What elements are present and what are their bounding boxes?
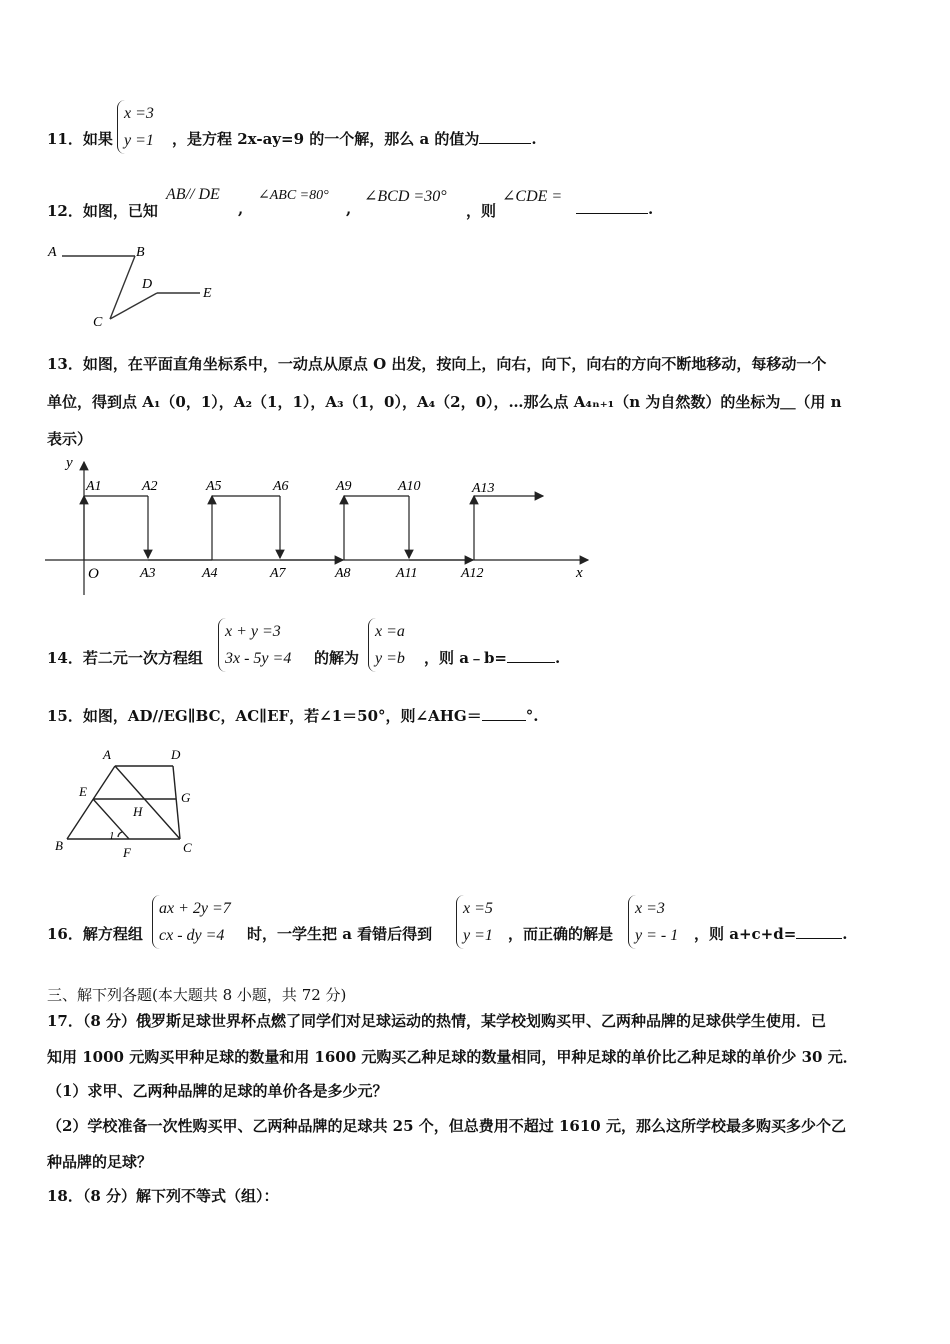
- q13-label-a8: A8: [335, 566, 351, 581]
- q16-eq1: ax + 2y =7: [159, 900, 231, 917]
- q14-mid: 的解为: [314, 649, 360, 667]
- q15-text: [47, 705, 538, 726]
- q13-line2: 单位，得到点 A₁（0，1），A₂（1，1），A₃（1，0），A₄（2，0），…那么点 A₄ₙ₊₁（n 为自然数）的坐标为＿（用 n: [47, 393, 842, 411]
- q12-label-b: B: [136, 245, 145, 260]
- q14-answer-blank[interactable]: [507, 662, 555, 663]
- q17-part2-line1: （2）学校准备一次性购买甲、乙两种品牌的足球共 25 个，但总费用不超过 1610 元，那么这所学校最多购买多少个乙: [47, 1117, 846, 1135]
- q15-label-d: D: [171, 747, 181, 762]
- q15-figure: [45, 742, 215, 867]
- q13-label-a6: A6: [273, 479, 289, 494]
- q13-line3: 表示）: [47, 430, 93, 448]
- q16-wrong-x: x =5: [463, 900, 493, 917]
- q17-line1: 17．（8 分）俄罗斯足球世界杯点燃了同学们对足球运动的热情，某学校划购买甲、乙两种品牌的足球供学生使用．已: [47, 1012, 827, 1030]
- q12-ask-angle-cde: ∠CDE =: [502, 188, 563, 205]
- q16-question: ，则 a+c+d=: [694, 925, 797, 943]
- q17-part1: （1）求甲、乙两种品牌的足球的单价各是多少元？: [47, 1082, 388, 1100]
- q16-correct-solution: [628, 895, 678, 949]
- q14-end: .: [555, 649, 561, 667]
- q15-end: °.: [525, 707, 539, 725]
- q13-label-a11: A11: [396, 566, 418, 581]
- q15-answer-blank[interactable]: [482, 720, 526, 721]
- q16-eq2: cx - dy =4: [159, 927, 225, 944]
- q15-label-f: F: [123, 845, 131, 860]
- q14-eq1: x + y =3: [225, 623, 281, 640]
- q11-text: [172, 128, 537, 149]
- q11-answer-blank[interactable]: [479, 143, 531, 144]
- q13-label-y: y: [66, 455, 73, 471]
- q12-end: .: [648, 200, 654, 218]
- q11-eq1: x =3: [124, 105, 154, 122]
- q16-text1: 时，一学生把 a 看错后得到: [247, 925, 433, 943]
- q15-label-c: C: [183, 840, 192, 855]
- q11-system: [117, 100, 154, 154]
- q14-question: ，则 a﹣b=: [424, 649, 507, 667]
- q12-figure: [40, 236, 230, 336]
- q18-heading: 18．（8 分）解下列不等式（组）：: [47, 1187, 279, 1205]
- q16-correct-y: y = - 1: [635, 927, 679, 944]
- q12-comma2: ,: [346, 200, 352, 218]
- q13-label-a3: A3: [140, 566, 156, 581]
- q12-answer-blank[interactable]: [576, 213, 648, 214]
- q11-number: 11．如果: [47, 130, 113, 148]
- q15-label-h: H: [133, 804, 143, 819]
- q12-answer: [576, 200, 653, 218]
- q11-end: .: [531, 130, 537, 148]
- q13-label-a1: A1: [86, 479, 102, 494]
- q16-text3: [694, 923, 848, 944]
- q12-label-e: E: [203, 286, 212, 301]
- q14-system: [218, 618, 291, 672]
- q12-number: 12．如图，已知: [47, 202, 158, 220]
- q14-text: [424, 647, 560, 668]
- q13-label-x: x: [576, 565, 583, 581]
- q14-eq2: 3x - 5y =4: [225, 650, 292, 667]
- q13-label-a4: A4: [202, 566, 218, 581]
- q14-sol2: y =b: [375, 650, 405, 667]
- q13-label-a9: A9: [336, 479, 352, 494]
- q13-figure: [40, 450, 600, 600]
- q12-cond-angle-bcd: ∠BCD =30°: [364, 188, 447, 205]
- q12-then: ，则: [466, 202, 497, 220]
- q14-sol1: x =a: [375, 623, 405, 640]
- q15-label-a: A: [103, 747, 111, 762]
- q16-text2: ，而正确的解是: [508, 925, 614, 943]
- q13-path: [84, 496, 543, 560]
- q13-label-origin: O: [88, 566, 99, 582]
- q15-label-b: B: [55, 838, 63, 853]
- q16-end: .: [842, 925, 848, 943]
- q12-cond-angle-abc: ∠ABC =80°: [258, 188, 329, 203]
- q12-label-c: C: [93, 315, 103, 330]
- q12-comma1: ,: [238, 200, 244, 218]
- q13-label-a12: A12: [461, 566, 484, 581]
- q16-number: 16．解方程组: [47, 925, 143, 943]
- q16-wrong-y: y =1: [463, 927, 493, 944]
- q16-system: [152, 895, 231, 949]
- q13-label-a10: A10: [398, 479, 421, 494]
- q11-eq2: y =1: [124, 132, 154, 149]
- q15-question: 15．如图，AD//EG∥BC，AC∥EF，若∠1＝50°，则∠AHG＝: [47, 707, 482, 725]
- q12-cond-parallel: AB// DE: [166, 186, 220, 203]
- q16-correct-x: x =3: [635, 900, 665, 917]
- section-3-heading: 三、解下列各题(本大题共 8 小题，共 72 分): [47, 986, 347, 1004]
- q14-number: 14．若二元一次方程组: [47, 649, 203, 667]
- q16-wrong-solution: [456, 895, 493, 949]
- q17-part2-line2: 种品牌的足球？: [47, 1153, 153, 1171]
- q17-line2: 知用 1000 元购买甲种足球的数量和用 1600 元购买乙种足球的数量相同，甲种足球的单价比乙种足球的单价少 30 元．: [47, 1048, 858, 1066]
- q14-solution: [368, 618, 405, 672]
- q13-label-a5: A5: [206, 479, 222, 494]
- q13-label-a13: A13: [472, 481, 495, 496]
- q16-answer-blank[interactable]: [796, 938, 842, 939]
- q12-label-a: A: [48, 245, 57, 260]
- q11-question: ，是方程 2x-ay=9 的一个解，那么 a 的值为: [172, 130, 480, 148]
- q13-line1: 13．如图，在平面直角坐标系中，一动点从原点 O 出发，按向上，向右，向下，向右的方向不断地移动，每移动一个: [47, 355, 827, 373]
- q15-label-e: E: [79, 784, 87, 799]
- q15-label-g: G: [181, 790, 191, 805]
- q12-label-d: D: [142, 277, 153, 292]
- q15-label-angle1: 1: [109, 830, 115, 842]
- q13-label-a7: A7: [270, 566, 286, 581]
- q13-label-a2: A2: [142, 479, 158, 494]
